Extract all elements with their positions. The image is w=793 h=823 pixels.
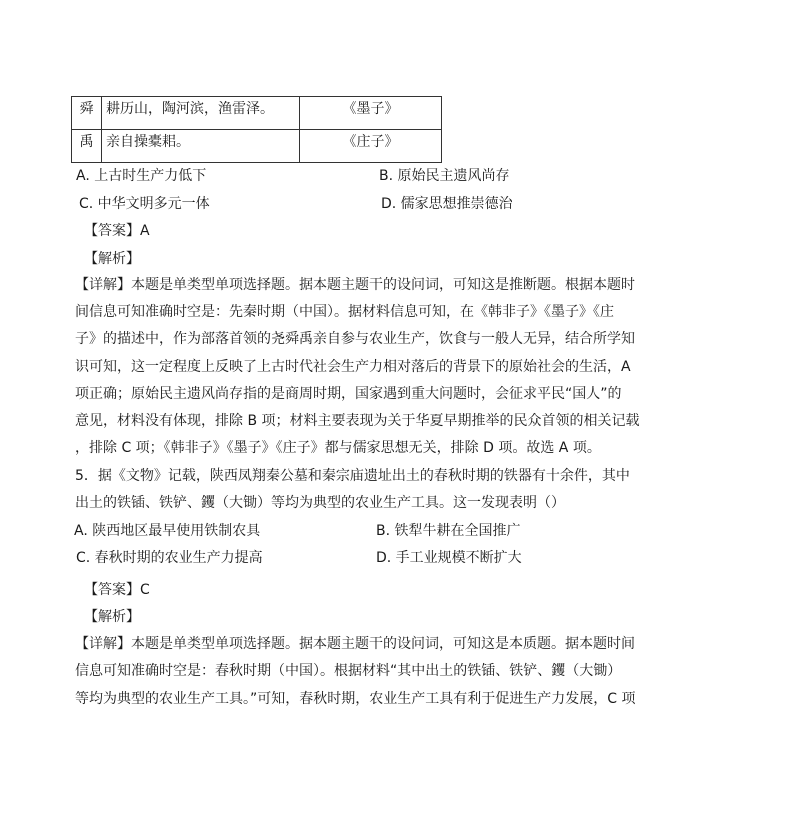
q5-option-b: B. 铁犁牛耕在全国推广 — [376, 523, 521, 539]
q5-detail-line: 等均为典型的农业生产工具。”可知，春秋时期，农业生产工具有利于促进生产力发展，C 项 — [75, 691, 636, 707]
q4-option-d: D. 儒家思想推崇德治 — [381, 196, 513, 212]
q5-detail-line: 信息可知准确时空是：春秋时期（中国）。根据材料“其中出土的铁锸、铁铲、钁（大锄） — [75, 663, 622, 679]
q5-stem-line: 5．据《文物》记载，陕西凤翔秦公墓和秦宗庙遗址出土的春秋时期的铁器有十余件，其中 — [75, 468, 630, 484]
q4-answer: 【答案】A — [84, 223, 150, 239]
q4-detail-line: 意见，材料没有体现，排除 B 项；材料主要表现为关于华夏早期推举的民众首领的相关记载 — [75, 413, 640, 429]
q5-analysis-label: 【解析】 — [84, 609, 140, 625]
q4-option-a: A. 上古时生产力低下 — [76, 168, 207, 184]
q5-option-c: C. 春秋时期的农业生产力提高 — [76, 550, 263, 566]
q4-detail-line: ，排除 C 项；《韩非子》《墨子》《庄子》都与儒家思想无关，排除 D 项。故选 A 项。 — [75, 440, 601, 456]
table-cell-source: 《庄子》 — [300, 130, 442, 163]
q4-option-b: B. 原始民主遗风尚存 — [379, 168, 510, 184]
q4-detail-line: 识可知，这一定程度上反映了上古时代社会生产力相对落后的背景下的原始社会的生活，A — [75, 359, 631, 375]
q5-stem-line: 出土的铁锸、铁铲、钁（大锄）等均为典型的农业生产工具。这一发现表明（） — [75, 495, 565, 511]
table-cell-deed: 耕历山，陶河滨，渔雷泽。 — [102, 97, 300, 130]
table-row — [72, 97, 442, 130]
table-cell-person: 舜 — [72, 97, 102, 130]
q4-detail-line: 子》的描述中，作为部落首领的尧舜禹亲自参与农业生产，饮食与一般人无异，结合所学知 — [75, 331, 635, 347]
q4-detail-line: 【详解】本题是单类型单项选择题。据本题主题干的设问词，可知这是推断题。根据本题时 — [75, 277, 635, 293]
q4-option-c: C. 中华文明多元一体 — [79, 196, 210, 212]
q4-detail-line: 项正确；原始民主遗风尚存指的是商周时期，国家遇到重大问题时，会征求平民“国人”的 — [75, 386, 622, 402]
source-table — [71, 96, 442, 163]
table-cell-source: 《墨子》 — [300, 97, 442, 130]
table-cell-deed: 亲自操橐耜。 — [102, 130, 300, 163]
q5-option-a: A. 陕西地区最早使用铁制农具 — [74, 523, 261, 539]
q4-detail-line: 间信息可知准确时空是：先秦时期（中国）。据材料信息可知，在《韩非子》《墨子》《庄 — [75, 304, 614, 320]
q5-answer: 【答案】C — [84, 582, 150, 598]
q5-detail-line: 【详解】本题是单类型单项选择题。据本题主题干的设问词，可知这是本质题。据本题时间 — [75, 636, 635, 652]
table-row — [72, 130, 442, 163]
q4-analysis-label: 【解析】 — [84, 251, 140, 267]
q5-option-d: D. 手工业规模不断扩大 — [376, 550, 522, 566]
table-cell-person: 禹 — [72, 130, 102, 163]
